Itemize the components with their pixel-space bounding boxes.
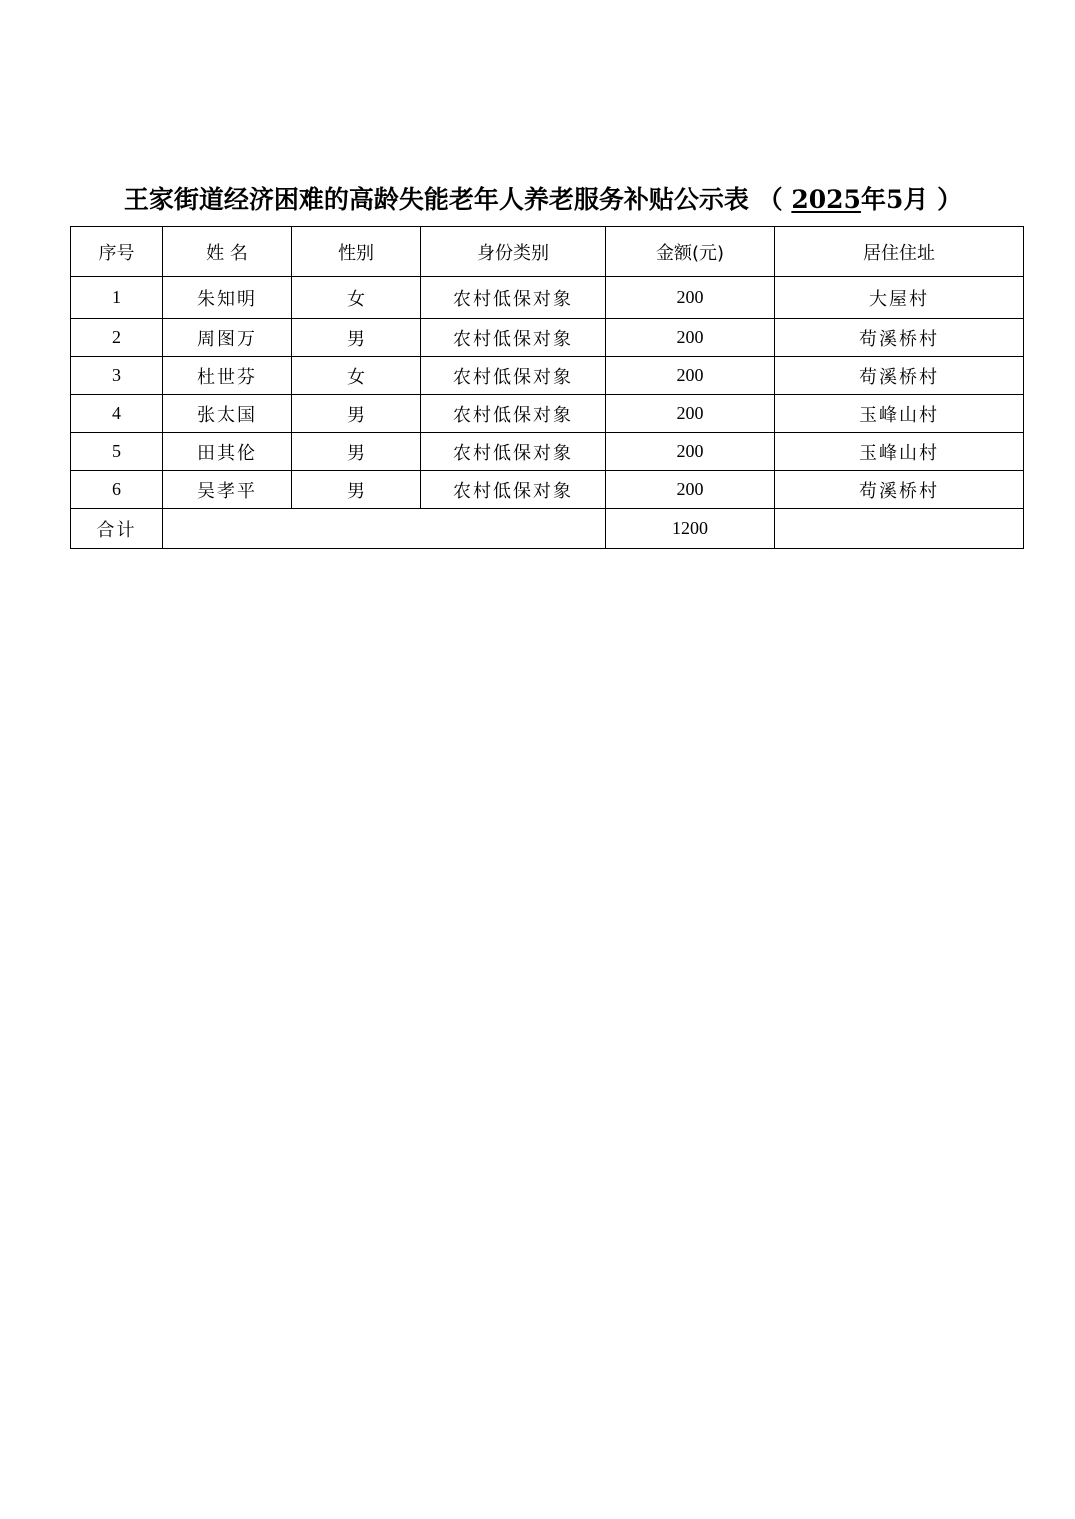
total-amount: 1200 <box>606 509 775 549</box>
cell-gender: 男 <box>292 319 421 357</box>
header-no: 序号 <box>71 227 163 277</box>
cell-no: 5 <box>71 433 163 471</box>
cell-name: 朱知明 <box>163 277 292 319</box>
cell-address: 大屋村 <box>775 277 1024 319</box>
total-empty-cell <box>163 509 606 549</box>
table-row <box>71 277 1024 319</box>
table-row <box>71 433 1024 471</box>
cell-name: 周图万 <box>163 319 292 357</box>
title-year: 2025 <box>791 185 861 214</box>
cell-no: 2 <box>71 319 163 357</box>
cell-gender: 男 <box>292 471 421 509</box>
total-address-empty <box>775 509 1024 549</box>
cell-amount: 200 <box>606 433 775 471</box>
cell-gender: 男 <box>292 395 421 433</box>
cell-name: 吴孝平 <box>163 471 292 509</box>
table-row <box>71 471 1024 509</box>
cell-name: 田其伦 <box>163 433 292 471</box>
cell-category: 农村低保对象 <box>421 433 606 471</box>
cell-amount: 200 <box>606 471 775 509</box>
header-amount: 金额(元) <box>606 227 775 277</box>
cell-gender: 男 <box>292 433 421 471</box>
cell-address: 玉峰山村 <box>775 433 1024 471</box>
cell-address: 苟溪桥村 <box>775 471 1024 509</box>
cell-address: 苟溪桥村 <box>775 357 1024 395</box>
cell-amount: 200 <box>606 357 775 395</box>
cell-address: 玉峰山村 <box>775 395 1024 433</box>
cell-category: 农村低保对象 <box>421 471 606 509</box>
cell-category: 农村低保对象 <box>421 319 606 357</box>
cell-no: 1 <box>71 277 163 319</box>
subsidy-table <box>70 226 1024 549</box>
header-gender: 性别 <box>292 227 421 277</box>
cell-category: 农村低保对象 <box>421 395 606 433</box>
cell-amount: 200 <box>606 277 775 319</box>
table-row <box>71 319 1024 357</box>
header-category: 身份类别 <box>421 227 606 277</box>
cell-address: 苟溪桥村 <box>775 319 1024 357</box>
title-open-paren: （ <box>757 185 783 214</box>
header-name: 姓 名 <box>163 227 292 277</box>
cell-category: 农村低保对象 <box>421 277 606 319</box>
title-year-suffix: 年5月 <box>860 185 929 214</box>
title-main: 王家街道经济困难的高龄失能老年人养老服务补贴公示表 <box>123 185 749 214</box>
title-close-paren: ） <box>937 185 963 214</box>
total-label: 合计 <box>71 509 163 549</box>
document-title <box>60 180 1026 216</box>
cell-gender: 女 <box>292 357 421 395</box>
total-row <box>71 509 1024 549</box>
cell-category: 农村低保对象 <box>421 357 606 395</box>
cell-amount: 200 <box>606 319 775 357</box>
cell-no: 4 <box>71 395 163 433</box>
table-row <box>71 357 1024 395</box>
cell-no: 6 <box>71 471 163 509</box>
cell-no: 3 <box>71 357 163 395</box>
cell-amount: 200 <box>606 395 775 433</box>
cell-gender: 女 <box>292 277 421 319</box>
table-row <box>71 395 1024 433</box>
cell-name: 杜世芬 <box>163 357 292 395</box>
table-header-row <box>71 227 1024 277</box>
header-address: 居住住址 <box>775 227 1024 277</box>
cell-name: 张太国 <box>163 395 292 433</box>
